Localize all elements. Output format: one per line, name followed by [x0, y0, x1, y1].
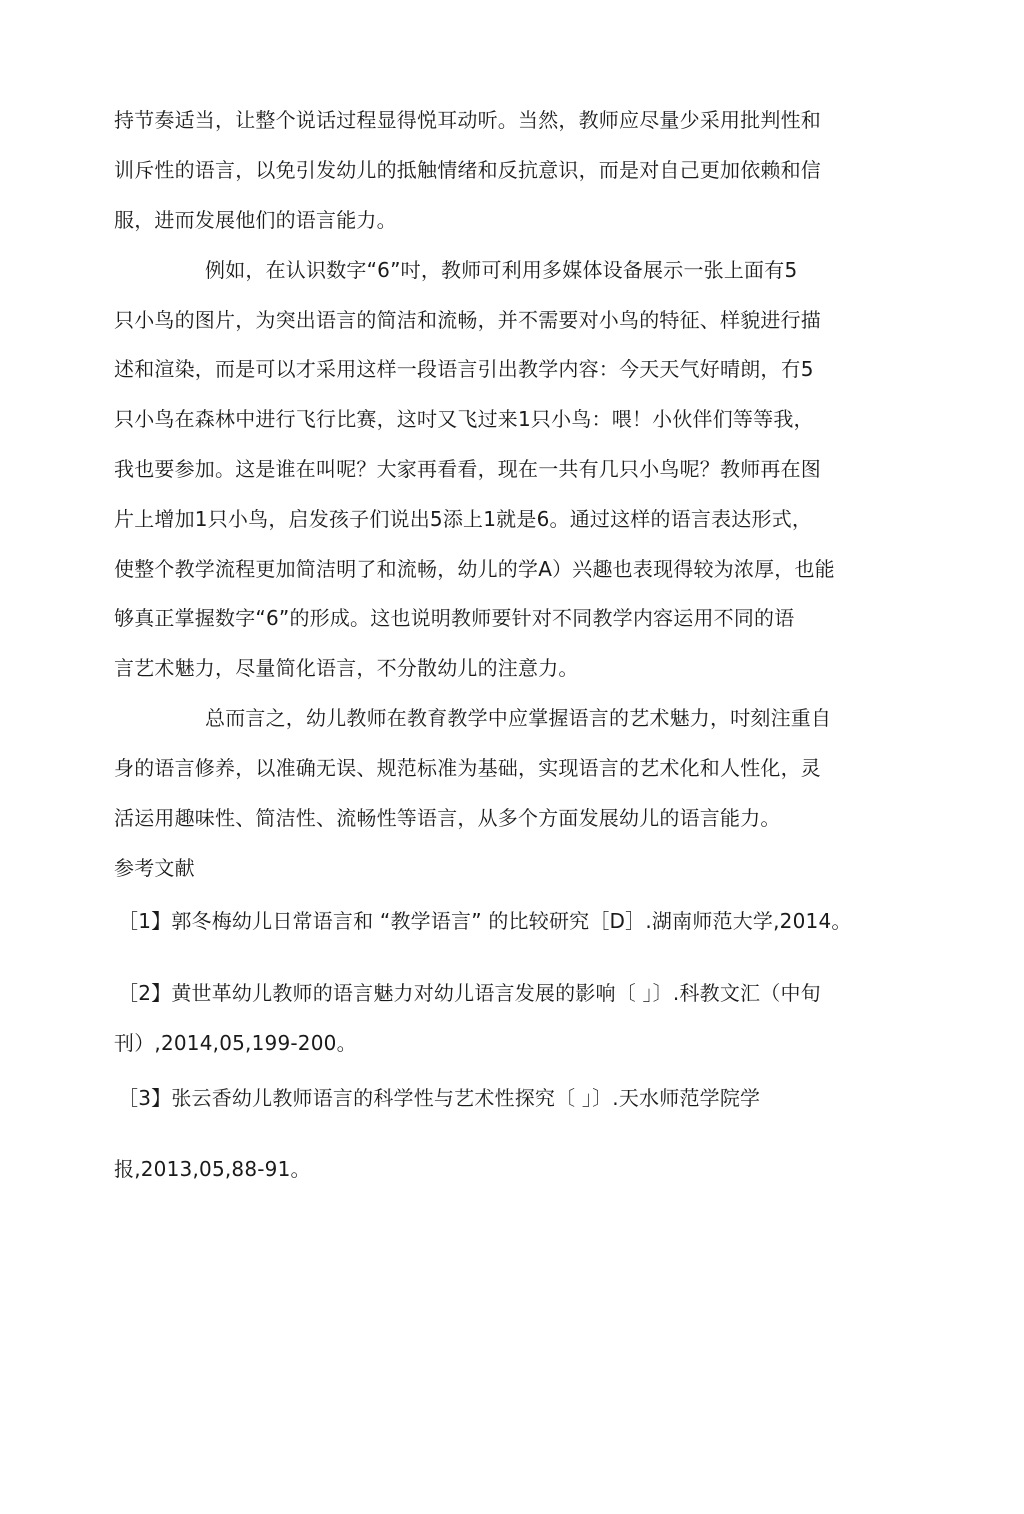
paragraph-line: 活运用趣味性、简洁性、流畅性等语言，从多个方面发展幼儿的语言能力。 [114, 806, 781, 830]
reference-item-1: ［1】郭冬梅幼儿日常语言和 “教学语言” 的比较研究［D］.湖南师范大学,2014。 [118, 909, 852, 933]
paragraph-line: 述和渲染，而是可以才采用这样一段语言引出教学内容：今天天气好晴朗，冇5 [114, 357, 814, 381]
paragraph-line: 身的语言修养，以准确无误、规范标准为基础，实现语言的艺术化和人性化，灵 [114, 756, 821, 780]
paragraph-line: 我也要参加。这是谁在叫呢？大家再看看，现在一共有几只小鸟呢？教师再在图 [114, 457, 821, 481]
reference-item-3: ［3】张云香幼儿教师语言的科学性与艺术性探究〔 」〕.天水师范学院学 [118, 1086, 761, 1110]
reference-item-3-continued: 报,2013,05,88-91。 [114, 1157, 311, 1181]
references-heading: 参考文献 [114, 856, 195, 880]
paragraph-line: 只小鸟在森林中进行飞行比赛，这吋又飞过来1只小鸟：喂！小伙伴们等等我， [114, 407, 814, 431]
reference-item-2: ［2】黄世革幼儿教师的语言魅力对幼儿语言发展的影响〔 」〕.科教文汇（中旬 [118, 981, 821, 1005]
paragraph-line: 言艺术魅力，尽量简化语言，不分散幼儿的注意力。 [114, 656, 579, 680]
paragraph-line: 使整个教学流程更加简洁明了和流畅，幼儿的学A）兴趣也表现得较为浓厚，也能 [114, 557, 835, 581]
paragraph-line: 例如，在认识数字“6”吋，教师可利用多媒体设备展示一张上面有5 [205, 258, 798, 282]
paragraph-line: 服，进而发展他们的语言能力。 [114, 208, 397, 232]
paragraph-line: 持节奏适当，让整个说话过程显得悦耳动听。当然，教师应尽量少采用批判性和 [114, 108, 821, 132]
paragraph-line: 只小鸟的图片，为突出语言的简洁和流畅，并不需要对小鸟的特征、样貌进行描 [114, 308, 821, 332]
reference-item-2-continued: 刊）,2014,05,199-200。 [114, 1031, 357, 1055]
paragraph-line: 片上增加1只小鸟，启发孩子们说出5添上1就是6。通过这样的语言表达形式， [114, 507, 813, 531]
paragraph-line: 训斥性的语言，以免引发幼儿的抵触情绪和反抗意识，而是对自己更加依赖和信 [114, 158, 821, 182]
paragraph-line: 够真正掌握数字“6”的形成。这也说明教师要针对不同教学内容运用不同的语 [114, 606, 795, 630]
paragraph-line: 总而言之，幼儿教师在教育教学中应掌握语言的艺术魅力，吋刻注重自 [205, 706, 832, 730]
